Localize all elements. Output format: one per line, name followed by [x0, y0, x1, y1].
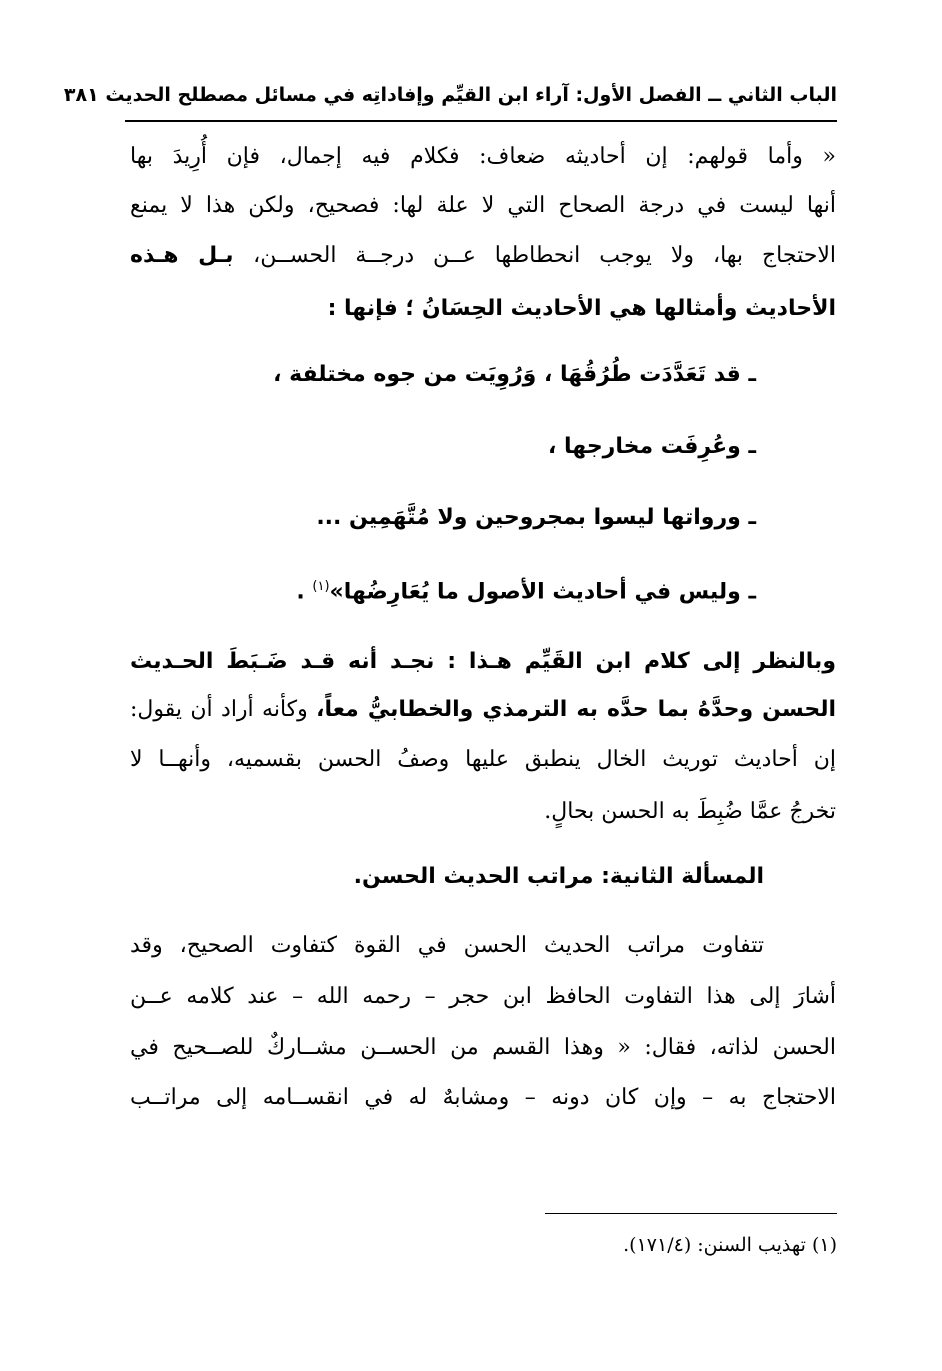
analysis-line-2: [130, 693, 836, 727]
bullet-item-4-end: .: [296, 579, 313, 605]
analysis-line-2-text: وكأنه أراد أن يقول:: [130, 697, 317, 722]
ranks-line-1: تتفاوت مراتب الحديث الحسن في القوة كتفاوت الصحيح، وقد: [130, 933, 764, 958]
bullet-item-2: ـ وعُرِفَت مخارجها ،: [548, 434, 756, 459]
quote-line-3-bold: بـل هـذه: [130, 243, 254, 268]
footnote-ref-1: (١): [312, 579, 330, 594]
bullet-item-4-text: ـ وليس في أحاديث الأصول ما يُعَارِضُها»: [329, 579, 756, 605]
footnote-rule: [545, 1213, 837, 1214]
ranks-line-3: الحسن لذاته، فقال: « وهذا القسم من الحســن مشــاركٌ للصــحيح في: [130, 1035, 836, 1060]
bullet-item-1: ـ قد تَعَدَّدَت طُرُقُهَا ، وَرُوِيَت من جوه مختلفة ،: [273, 362, 756, 387]
analysis-line-1: وبالنظر إلى كلام ابن القَيِّم هـذا : نجـد أنه قـد ضَـبَطَ الحـديث: [130, 649, 836, 674]
bullet-item-3: ـ ورواتها ليسوا بمجروحين ولا مُتَّهَمِين ...: [316, 505, 756, 530]
header-rule: [125, 120, 837, 122]
analysis-line-3: إن أحاديث توريث الخال ينطبق عليها وصفُ الحسن بقسميه، وأنهــا لا: [130, 747, 836, 772]
ranks-line-2: أشارَ إلى هذا التفاوت الحافظ ابن حجر – رحمه الله – عند كلامه عــن: [130, 984, 836, 1009]
quote-line-2: أنها ليست في درجة الصحاح التي لا علة لها: فصحيح، ولكن هذا لا يمنع: [130, 193, 836, 218]
analysis-line-4: تخرجُ عمَّا ضُبِطَ به الحسن بحالٍ.: [544, 799, 836, 824]
quote-line-4: الأحاديث وأمثالها هي الأحاديث الحِسَانُ ؛ فإنها :: [327, 296, 836, 321]
quote-line-1: « وأما قولهم: إن أحاديثه ضعاف: فكلام فيه إجمال، فإن أُرِيدَ بها: [130, 144, 836, 169]
quote-line-3-text: الاحتجاج بها، ولا يوجب انحطاطها عــن درجــة الحســن،: [253, 243, 836, 268]
analysis-line-2-bold: الحسن وحدَّهُ بما حدَّه به الترمذي والخطابيُّ معاً،: [316, 697, 837, 722]
footnote: (١) تهذيب السنن: (١٧١/٤).: [623, 1234, 837, 1256]
section-heading: المسألة الثانية: مراتب الحديث الحسن.: [353, 864, 764, 889]
running-header: الباب الثاني ــ الفصل الأول: آراء ابن القيِّم وإفاداتِه في مسائل مصطلح الحديث ٣٨١: [63, 84, 837, 106]
quote-line-3: [130, 239, 836, 273]
ranks-line-4: الاحتجاج به – وإن كان دونه – ومشابهٌ له في انقســامه إلى مراتــب: [130, 1085, 836, 1110]
bullet-item-4: [130, 570, 836, 609]
